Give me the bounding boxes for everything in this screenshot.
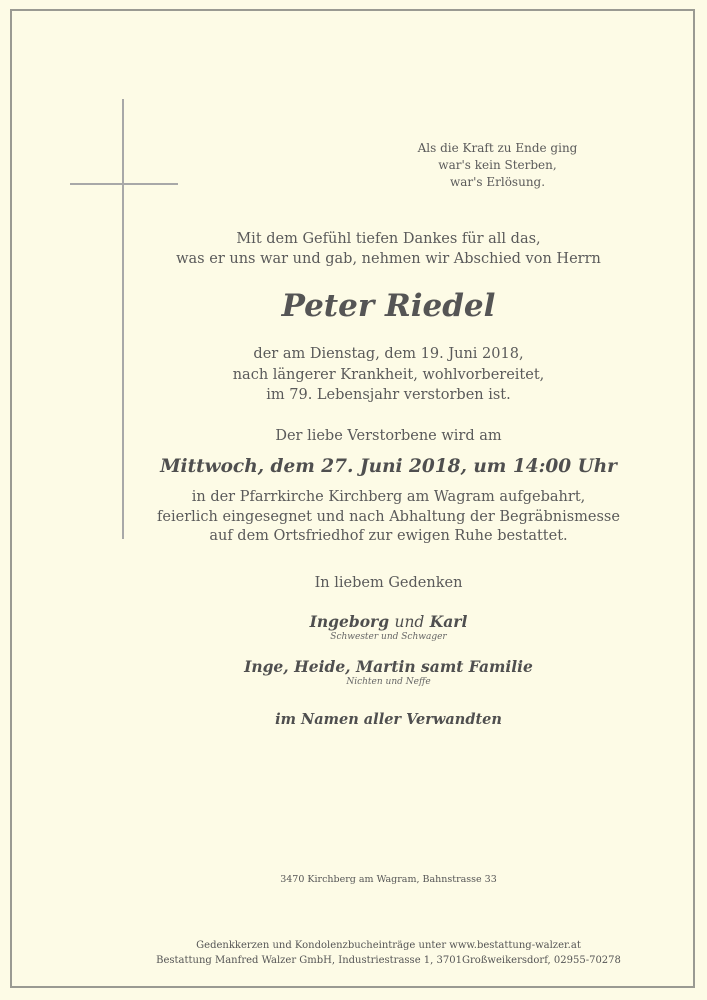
death-info-line: der am Dienstag, dem 19. Juni 2018, [253, 346, 524, 362]
cross-horizontal-bar [70, 183, 178, 185]
mourner-conjunction: und [394, 613, 425, 631]
remembrance-text: In liebem Gedenken [314, 575, 463, 591]
funeral-detail-line: auf dem Ortsfriedhof zur ewigen Ruhe bestattet. [209, 528, 568, 544]
footer-line: Bestattung Manfred Walzer GmbH, Industriestrasse 1, 3701Großweikersdorf, 02955-70278 [156, 955, 621, 966]
closing-line: im Namen aller Verwandten [275, 711, 502, 728]
funeral-intro: Der liebe Verstorbene wird am [275, 428, 502, 444]
mourner-second-name: Karl [429, 612, 468, 631]
death-info-line: nach längerer Krankheit, wohlvorbereitet, [232, 367, 545, 383]
address: 3470 Kirchberg am Wagram, Bahnstrasse 33 [280, 874, 497, 885]
mourner-relation: Schwester und Schwager [330, 632, 447, 642]
mourner-names [35, 612, 707, 631]
motto-line: war's Erlösung. [449, 175, 546, 189]
mourner-first-name: Ingeborg [309, 612, 390, 631]
intro-line: was er uns war und gab, nehmen wir Abschied von Herrn [176, 251, 601, 267]
mourner-relation: Nichten und Neffe [346, 677, 431, 687]
death-info-line: im 79. Lebensjahr verstorben ist. [266, 387, 511, 403]
funeral-detail-line: feierlich eingesegnet und nach Abhaltung der Begräbnismesse [157, 509, 620, 525]
intro-line: Mit dem Gefühl tiefen Dankes für all das, [236, 231, 541, 247]
motto-line: Als die Kraft zu Ende ging [417, 141, 578, 155]
mourner-names: Inge, Heide, Martin samt Familie [244, 657, 533, 676]
motto-line: war's kein Sterben, [438, 158, 557, 172]
deceased-name: Peter Riedel [281, 288, 496, 324]
motto [400, 140, 595, 191]
footer-line: Gedenkkerzen und Kondolenzbucheinträge unter www.bestattung-walzer.at [196, 940, 581, 951]
funeral-date: Mittwoch, dem 27. Juni 2018, um 14:00 Uhr [160, 456, 617, 477]
funeral-detail-line: in der Pfarrkirche Kirchberg am Wagram aufgebahrt, [191, 489, 586, 505]
